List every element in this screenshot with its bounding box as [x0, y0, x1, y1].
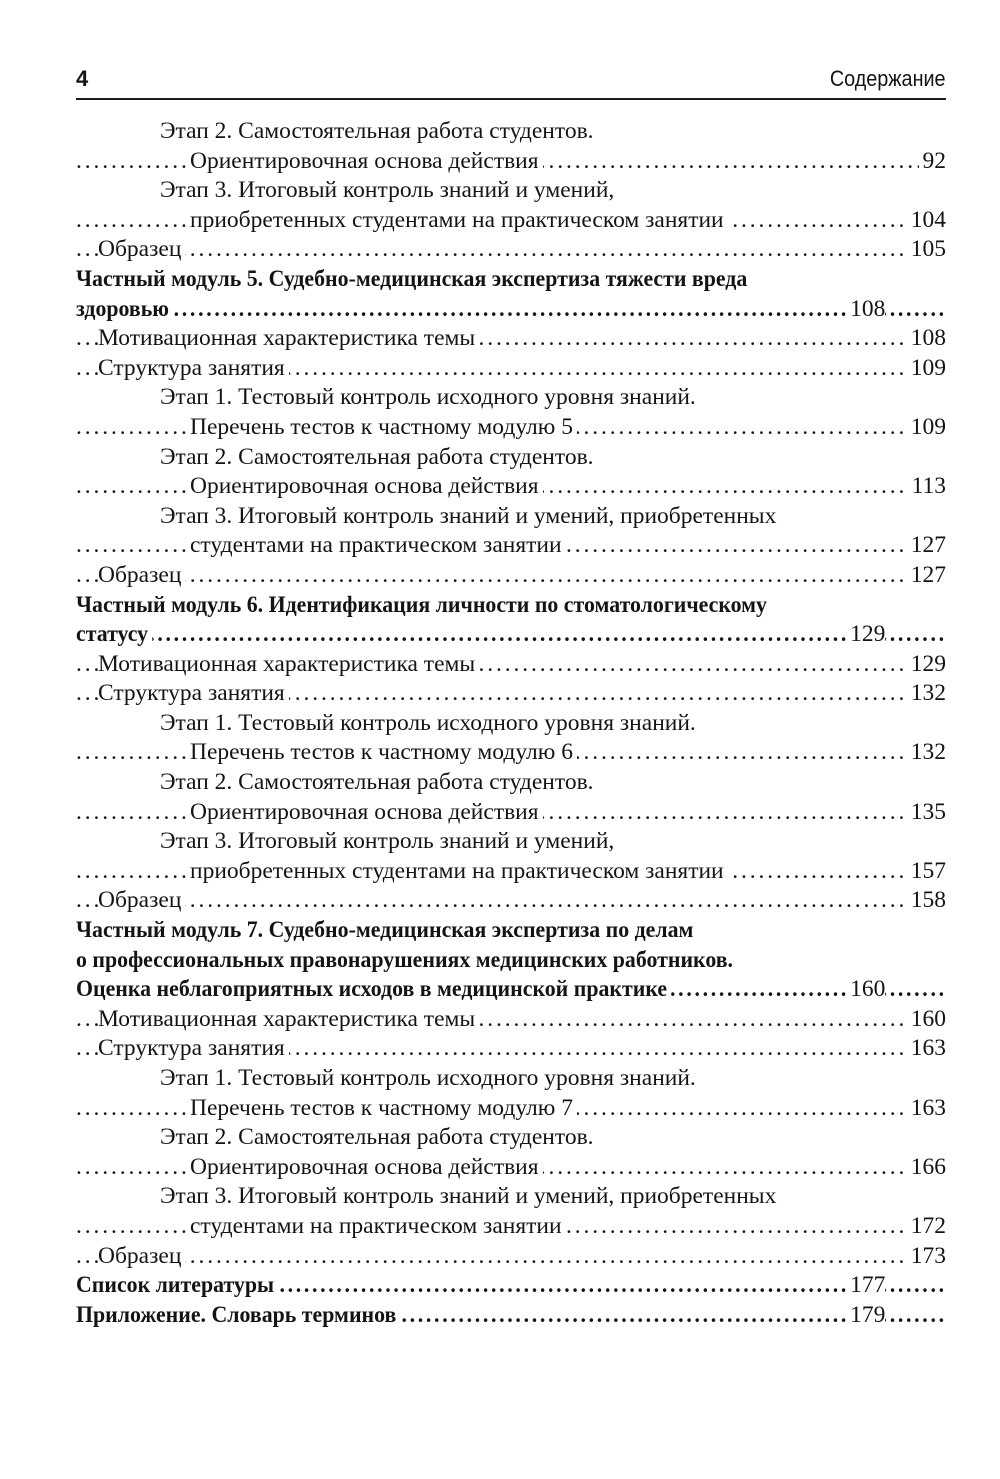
toc-entry-title: Этап 2. Самостоятельная работа студентов.: [160, 769, 598, 795]
toc-entry: [76, 857, 946, 887]
toc-entry-page: 132: [907, 738, 946, 768]
toc-entry: [76, 354, 946, 384]
toc-entry-page: 127: [907, 561, 946, 591]
toc-entry-title: Частный модуль 7. Судебно-медицинская экспертиза по делам: [76, 917, 697, 943]
dot-leader: [76, 235, 946, 265]
toc-entry-title: Мотивационная характеристика темы: [98, 325, 479, 351]
toc-entry-title: о профессиональных правонарушениях медицинских работников.: [76, 947, 737, 973]
toc-entry-title: Образец: [98, 1243, 185, 1269]
toc-entry: [76, 916, 946, 946]
toc-entry-page: 129: [846, 620, 885, 650]
toc-entry: [76, 650, 946, 680]
running-title: Содержание: [830, 66, 946, 91]
toc-entry-title: Частный модуль 6. Идентификация личности по стоматологическому: [76, 592, 771, 618]
toc-entry: [76, 738, 946, 768]
toc-entry: [76, 147, 946, 177]
toc-entry-page: 160: [846, 975, 885, 1005]
toc-entry-title: Структура занятия: [98, 355, 289, 381]
toc-entry: [76, 709, 946, 739]
toc-entry-page: 163: [907, 1094, 946, 1124]
toc-entry: [76, 295, 946, 325]
toc-entry-page: 113: [908, 472, 946, 502]
toc-entry: [76, 768, 946, 798]
toc-entry-title: Ориентировочная основа действия: [190, 473, 543, 499]
toc-entry-page: 127: [907, 531, 946, 561]
toc-entry: [76, 324, 946, 354]
toc-entry: [76, 1271, 946, 1301]
dot-leader: [76, 886, 946, 916]
toc-entry-page: 132: [907, 679, 946, 709]
toc-entry-title: Этап 3. Итоговый контроль знаний и умений, приобретенных: [160, 503, 780, 529]
toc-entry: [76, 886, 946, 916]
toc-entry-page: 108: [907, 324, 946, 354]
toc-entry-title: Образец: [98, 887, 185, 913]
toc-entry-page: 92: [919, 147, 947, 177]
toc-entry: [76, 383, 946, 413]
page-header: [76, 64, 946, 100]
toc-entry: [76, 413, 946, 443]
toc-entry-page: 109: [907, 354, 946, 384]
toc-entry: [76, 1153, 946, 1183]
toc-entry-title: Перечень тестов к частному модулю 6: [190, 739, 577, 765]
toc-entry: [76, 975, 946, 1005]
toc-entry: [76, 1301, 946, 1331]
toc-entry: [76, 176, 946, 206]
toc-entry-title: Частный модуль 5. Судебно-медицинская экспертиза тяжести вреда: [76, 266, 751, 292]
toc-entry: [76, 679, 946, 709]
toc-entry-title: Этап 3. Итоговый контроль знаний и умений, приобретенных: [160, 1183, 780, 1209]
toc-entry-title: Структура занятия: [98, 680, 289, 706]
toc-entry-title: Этап 2. Самостоятельная работа студентов.: [160, 118, 598, 144]
toc-entry-title: студентами на практическом занятии: [190, 1213, 566, 1239]
toc-entry-page: 166: [907, 1153, 946, 1183]
toc-entry-title: Мотивационная характеристика темы: [98, 651, 479, 677]
dot-leader: [76, 1242, 946, 1272]
toc-entry-title: Перечень тестов к частному модулю 5: [190, 414, 577, 440]
toc-entry-page: 104: [907, 206, 946, 236]
toc-entry-title: Этап 2. Самостоятельная работа студентов.: [160, 444, 598, 470]
toc-entry-page: 177: [846, 1271, 885, 1301]
toc-entry: [76, 946, 946, 976]
toc-entry-page: 105: [907, 235, 946, 265]
page-number: 4: [76, 66, 89, 91]
toc-entry: [76, 1005, 946, 1035]
toc-entry-title: Ориентировочная основа действия: [190, 1154, 543, 1180]
toc-entry: [76, 591, 946, 621]
toc-entry: [76, 798, 946, 828]
toc-entry: [76, 502, 946, 532]
table-of-contents: [76, 117, 946, 1330]
toc-entry: [76, 1094, 946, 1124]
toc-entry: [76, 1182, 946, 1212]
toc-entry-page: 172: [907, 1212, 946, 1242]
toc-entry-page: 135: [907, 798, 946, 828]
toc-entry-title: приобретенных студентами на практическом занятии: [190, 207, 728, 233]
toc-entry: [76, 1212, 946, 1242]
toc-entry-title: Приложение. Словарь терминов: [76, 1302, 400, 1328]
toc-entry-title: студентами на практическом занятии: [190, 532, 566, 558]
toc-entry-page: 163: [907, 1034, 946, 1064]
toc-entry-page: 157: [907, 857, 946, 887]
toc-entry-page: 173: [907, 1242, 946, 1272]
toc-entry: [76, 1034, 946, 1064]
toc-entry-title: Этап 1. Тестовый контроль исходного уровня знаний.: [160, 384, 700, 410]
toc-entry-title: Список литературы: [76, 1272, 278, 1298]
toc-entry-page: 129: [907, 650, 946, 680]
dot-leader: [76, 295, 946, 325]
toc-entry-title: Этап 2. Самостоятельная работа студентов.: [160, 1124, 598, 1150]
toc-entry-page: 108: [846, 295, 885, 325]
toc-entry: [76, 117, 946, 147]
toc-entry: [76, 620, 946, 650]
toc-entry-page: 160: [907, 1005, 946, 1035]
toc-entry: [76, 1064, 946, 1094]
toc-entry-title: Этап 1. Тестовый контроль исходного уровня знаний.: [160, 710, 700, 736]
toc-entry-title: Перечень тестов к частному модулю 7: [190, 1095, 577, 1121]
toc-entry-title: Ориентировочная основа действия: [190, 148, 543, 174]
dot-leader: [76, 561, 946, 591]
toc-entry: [76, 531, 946, 561]
toc-entry: [76, 265, 946, 295]
toc-entry-title: Образец: [98, 562, 185, 588]
toc-entry-title: Этап 3. Итоговый контроль знаний и умений,: [160, 177, 618, 203]
toc-entry-title: Этап 3. Итоговый контроль знаний и умений,: [160, 828, 618, 854]
toc-entry: [76, 472, 946, 502]
dot-leader: [76, 620, 946, 650]
toc-entry: [76, 1123, 946, 1153]
toc-entry-title: Ориентировочная основа действия: [190, 799, 543, 825]
toc-entry-title: Образец: [98, 236, 185, 262]
toc-entry-title: Этап 1. Тестовый контроль исходного уровня знаний.: [160, 1065, 700, 1091]
toc-entry-page: 179: [846, 1301, 885, 1331]
toc-entry-title: статусу: [76, 621, 152, 647]
toc-entry-title: здоровью: [76, 296, 173, 322]
toc-entry: [76, 443, 946, 473]
toc-entry: [76, 561, 946, 591]
toc-entry: [76, 206, 946, 236]
toc-entry-title: Оценка неблагоприятных исходов в медицинской практике: [76, 976, 671, 1002]
toc-entry-page: 158: [907, 886, 946, 916]
toc-entry: [76, 235, 946, 265]
toc-entry-title: приобретенных студентами на практическом занятии: [190, 858, 728, 884]
toc-entry-title: Структура занятия: [98, 1035, 289, 1061]
toc-entry-title: Мотивационная характеристика темы: [98, 1006, 479, 1032]
toc-entry-page: 109: [907, 413, 946, 443]
toc-entry: [76, 1242, 946, 1272]
toc-entry: [76, 827, 946, 857]
